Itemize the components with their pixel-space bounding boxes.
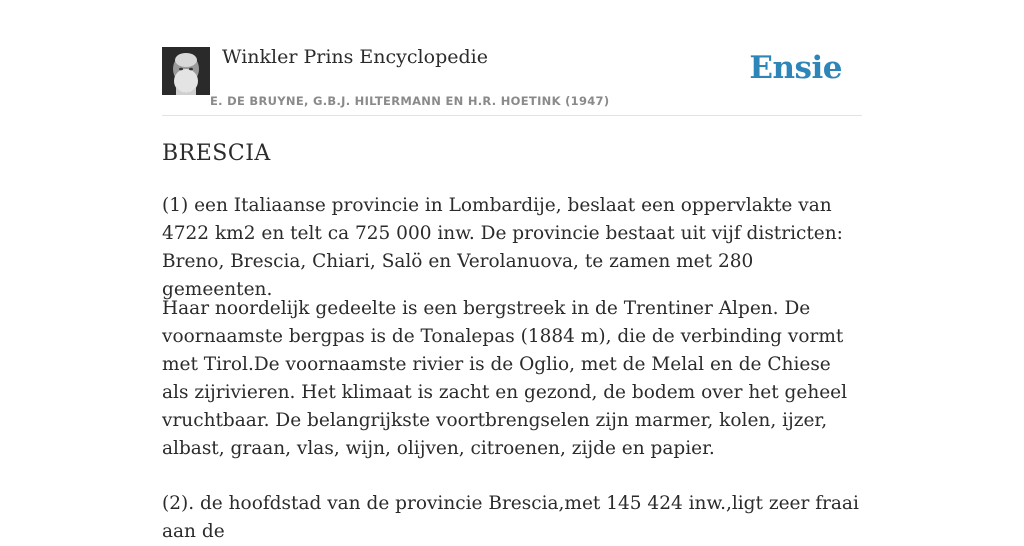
article-paragraph-3: (2). de hoofdstad van de provincie Brescia,met 145 424 inw.,ligt zeer fraai aan de — [162, 493, 859, 542]
portrait-icon — [162, 47, 210, 95]
header — [162, 0, 862, 116]
article-title: BRESCIA — [162, 141, 271, 166]
page-container — [162, 0, 862, 542]
brand-logo-link[interactable]: Ensie — [749, 50, 842, 86]
article-paragraph-2: Haar noordelijk gedeelte is een bergstreek in de Trentiner Alpen. De voornaamste bergpas is de Tonalepas (1884 m), die de verbinding vormt met Tirol.De voornaamste rivier is de Oglio, met de Melal en de Chiese als zijrivieren. Het klimaat is zacht en gezond, de bodem over het geheel vruchtbaar. De belangrijkste voortbrengselen zijn marmer, kolen, ijzer, albast, graan, vlas, wijn, olijven, citroenen, zijde en papier. — [162, 298, 848, 459]
author-byline: E. DE BRUYNE, G.B.J. HILTERMANN EN H.R. HOETINK (1947) — [210, 94, 610, 108]
article-paragraph-1: (1) een Italiaanse provincie in Lombardije, beslaat een oppervlakte van 4722 km2 en telt ca 725 000 inw. De provincie bestaat uit vijf districten: Breno, Brescia, Chiari, Salö en Verolanuova, te zamen met 280 gemeenten. — [162, 195, 843, 300]
site-title[interactable]: Winkler Prins Encyclopedie — [222, 46, 488, 68]
